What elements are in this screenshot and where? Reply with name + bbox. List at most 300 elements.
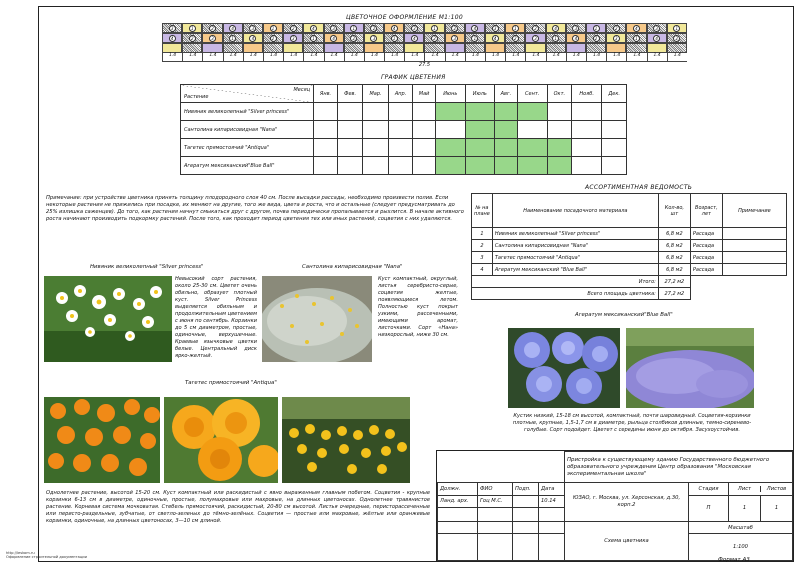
plant-number-marker: 2 [613, 25, 620, 32]
strip-cell [283, 23, 303, 33]
plant-number-marker: 3 [492, 25, 499, 32]
plant-number-marker: 3 [249, 25, 256, 32]
assortment-cell-age: Рассада [690, 252, 722, 264]
plant-number-marker: 2 [270, 35, 277, 42]
assortment-cell-qty: 6,8 м2 [658, 264, 690, 276]
plant-number-marker: 1 [310, 35, 317, 42]
strip-dimension: 1.4 [424, 53, 444, 61]
strip-cell [324, 33, 344, 43]
schedule-month-header: Сент. [517, 85, 547, 103]
strip-cell [586, 43, 606, 53]
strip-cell [667, 43, 687, 53]
bloom-cell [388, 121, 412, 139]
plant3-caption: Тагетес прямостоячий "Antiqua" [185, 380, 277, 386]
plant-number-marker: 3 [532, 35, 539, 42]
strip-cell [202, 23, 222, 33]
bloom-cell [337, 121, 362, 139]
plant-number-marker: 3 [169, 25, 176, 32]
assortment-cell-name: Сантолина кипарисовидная "Nana" [492, 240, 658, 252]
bloom-cell [388, 157, 412, 175]
strip-dimension: 1.4 [505, 53, 525, 61]
bloom-cell [602, 103, 627, 121]
strip-cell [485, 43, 505, 53]
assortment-total-value: 27,2 м2 [658, 276, 690, 288]
plant1-photo [44, 276, 172, 362]
strip-cell [364, 23, 384, 33]
strip-dimension: 1.4 [223, 53, 243, 61]
strip-dimension: 1.4 [324, 53, 344, 61]
bloom-cell [572, 103, 602, 121]
strip-dimension: 1.4 [404, 53, 424, 61]
bloom-cell [363, 121, 389, 139]
plant-number-marker: 1 [593, 25, 600, 32]
strip-cell [465, 43, 485, 53]
strip-cell [324, 43, 344, 53]
plant-number-marker: 2 [673, 35, 680, 42]
bloom-cell-active [465, 139, 494, 157]
bloom-cell-active [495, 121, 518, 139]
assortment-cell-age: Рассада [690, 228, 722, 240]
strip-cell [606, 43, 626, 53]
assortment-row [472, 228, 787, 240]
strip-dimension: 1.4 [182, 53, 202, 61]
assortment-cell-qty: 6,8 м2 [658, 252, 690, 264]
assortment-row [472, 252, 787, 264]
strip-cell [566, 43, 586, 53]
strip-cell [243, 23, 263, 33]
assortment-row [472, 264, 787, 276]
schedule-row [181, 121, 627, 139]
strip-cell [344, 43, 364, 53]
plant-number-marker: 1 [431, 25, 438, 32]
stamp-signature [513, 495, 539, 507]
plant-number-marker: 3 [209, 35, 216, 42]
bloom-cell [388, 103, 412, 121]
bloom-cell [314, 139, 338, 157]
strip-cell [566, 23, 586, 33]
strip-title: ЦВЕТОЧНОЕ ОФОРМЛЕНИЕ М1:100 [346, 14, 463, 21]
bloom-cell [517, 121, 547, 139]
strip-cell [586, 23, 606, 33]
schedule-plant-name: Тагетес прямостоячий "Antiqua" [181, 139, 314, 157]
bloom-cell [337, 103, 362, 121]
schedule-corner-month: Месяц [293, 87, 310, 93]
plant-number-marker: 3 [330, 25, 337, 32]
plant-number-marker: 2 [350, 35, 357, 42]
strip-dimension: 1.4 [626, 53, 646, 61]
strip-cell [223, 43, 243, 53]
strip-cell [485, 23, 505, 33]
strip-dimension: 1.4 [344, 53, 364, 61]
plant-number-marker: 1 [189, 25, 196, 32]
strip-cell [384, 23, 404, 33]
schedule-month-header: Дек. [602, 85, 627, 103]
plant3-photo-3 [282, 397, 410, 483]
strip-cell [566, 33, 586, 43]
plant-number-marker: 4 [249, 35, 256, 42]
strip-cell [505, 23, 525, 33]
plant-number-marker: 3 [370, 35, 377, 42]
strip-dimension: 1.4 [525, 53, 545, 61]
strip-dimension: 1.4 [283, 53, 303, 61]
bloom-cell-active [435, 103, 465, 121]
strip-cell [182, 43, 202, 53]
plant-number-marker: 4 [169, 35, 176, 42]
strip-cell [324, 23, 344, 33]
stamp-h-name: ФИО [478, 483, 513, 495]
schedule-row [181, 139, 627, 157]
strip-dimension: 1.4 [364, 53, 384, 61]
bloom-cell [363, 157, 389, 175]
assortment-total-value: 27,2 м2 [658, 288, 690, 300]
strip-cell [243, 43, 263, 53]
schedule-month-header: Окт. [547, 85, 571, 103]
schedule-month-header: Авг. [495, 85, 518, 103]
strip-cell [445, 23, 465, 33]
bloom-cell [314, 157, 338, 175]
strip-cell [182, 23, 202, 33]
assortment-cell-qty: 6,8 м2 [658, 240, 690, 252]
assortment-title: АССОРТИМЕНТНАЯ ВЕДОМОСТЬ [585, 184, 693, 191]
plant-number-marker: 2 [512, 35, 519, 42]
strip-cell [162, 33, 182, 43]
plant2-caption: Сантолина кипарисовидная "Nana" [302, 264, 403, 270]
bloom-cell [602, 121, 627, 139]
plant-number-marker: 4 [653, 35, 660, 42]
plant-number-marker: 3 [613, 35, 620, 42]
strip-cell [485, 33, 505, 43]
plant-number-marker: 4 [552, 25, 559, 32]
strip-cell [364, 43, 384, 53]
schedule-month-header: Июнь [435, 85, 465, 103]
strip-cell [384, 43, 404, 53]
plant-number-marker: 4 [572, 35, 579, 42]
strip-dimension: 1.4 [445, 53, 465, 61]
stamp-project: Пристройка к существующему зданию Государственного бюджетного образовательного учреждения Центр образования "Московская экспериментальная школа" [565, 452, 793, 483]
strip-cell [626, 33, 646, 43]
plant2-photo [262, 276, 372, 362]
schedule-month-header: Фев. [337, 85, 362, 103]
plant-number-marker: 1 [270, 25, 277, 32]
schedule-corner-plant: Растение [184, 94, 209, 100]
plant4-photo-2 [626, 328, 754, 408]
schedule-month-header: Июль [465, 85, 494, 103]
strip-cell [667, 23, 687, 33]
schedule-plant-name: Агератум мексиканский"Blue Ball" [181, 157, 314, 175]
plant-number-marker: 3 [653, 25, 660, 32]
bloom-cell [572, 139, 602, 157]
strip-dimension: 1.4 [586, 53, 606, 61]
bloom-cell-active [547, 139, 571, 157]
strip-dimension: 1.4 [667, 53, 687, 61]
plant-number-marker: 4 [330, 35, 337, 42]
stamp-role: Ланд. арх. [438, 495, 478, 507]
stamp-h-role: Должн. [438, 483, 478, 495]
strip-dimensions [162, 53, 687, 61]
strip-cell [162, 23, 182, 33]
flower-strip [162, 23, 687, 68]
bloom-cell-active [517, 157, 547, 175]
plant-number-marker: 3 [451, 35, 458, 42]
assortment-cell-n: 4 [472, 264, 493, 276]
stamp-h-scale: Масштаб [689, 522, 793, 534]
stamp-sheet: 1 [729, 496, 761, 522]
assortment-cell-name: Нивяник великолепный "Silver princess" [492, 228, 658, 240]
assortment-cell-name: Агератум мексиканский "Blue Ball" [492, 264, 658, 276]
plant3-photo-2 [164, 397, 278, 483]
stamp-h-sheets: Листов [766, 486, 787, 493]
strip-cell [424, 33, 444, 43]
strip-cell [263, 33, 283, 43]
bloom-cell-active [435, 157, 465, 175]
bloom-cell [413, 121, 436, 139]
strip-cell [525, 23, 545, 33]
strip-dimension: 1.4 [485, 53, 505, 61]
strip-cell [606, 23, 626, 33]
strip-cell [182, 33, 202, 43]
bloom-cell-active [495, 139, 518, 157]
bloom-cell [314, 121, 338, 139]
strip-cell [424, 23, 444, 33]
schedule-month-header: Мар. [363, 85, 389, 103]
plant-number-marker: 2 [593, 35, 600, 42]
strip-dimension: 1.4 [384, 53, 404, 61]
schedule-plant-name: Нивяник великолепный "Silver princess" [181, 103, 314, 121]
schedule-corner-cell [181, 85, 314, 103]
strip-cell [283, 43, 303, 53]
plant-number-marker: 1 [633, 35, 640, 42]
bloom-cell-active [495, 157, 518, 175]
strip-cell [525, 43, 545, 53]
strip-cell [505, 43, 525, 53]
sheet-format: Формат А3 [718, 557, 750, 563]
plant-number-marker: 4 [310, 25, 317, 32]
bloom-cell-active [465, 121, 494, 139]
strip-cell [647, 43, 667, 53]
asrt-h-qty: Кол-во, шт [658, 194, 690, 228]
bloom-cell [572, 157, 602, 175]
strip-dimension: 1.4 [566, 53, 586, 61]
strip-cell [546, 23, 566, 33]
strip-row-2 [162, 33, 687, 43]
strip-cell [404, 23, 424, 33]
plant-number-marker: 2 [431, 35, 438, 42]
strip-cell [303, 23, 323, 33]
stamp-h-sign: Подп. [513, 483, 539, 495]
assortment-cell-note [722, 240, 786, 252]
assortment-total-label: Итого: [472, 276, 659, 288]
asrt-h-note: Примечание [722, 194, 786, 228]
strip-cell [525, 33, 545, 43]
plant-number-marker: 2 [370, 25, 377, 32]
asrt-h-num: № на плане [472, 194, 493, 228]
strip-cell [424, 43, 444, 53]
strip-row-3 [162, 43, 687, 53]
schedule-row [181, 157, 627, 175]
assortment-cell-note [722, 228, 786, 240]
strip-cell [162, 43, 182, 53]
stamp-sheets: 1 [774, 505, 779, 512]
strip-dimension: 1.4 [303, 53, 323, 61]
bloom-cell [337, 157, 362, 175]
bloom-cell [602, 139, 627, 157]
bloom-cell [572, 121, 602, 139]
assortment-cell-n: 2 [472, 240, 493, 252]
plant3-photo-1 [44, 397, 160, 483]
strip-cell [344, 33, 364, 43]
assortment-cell-qty: 6,8 м2 [658, 228, 690, 240]
plant-number-marker: 1 [229, 35, 236, 42]
stamp-h-stage: Стадия [689, 483, 729, 495]
assortment-cell-age: Рассада [690, 240, 722, 252]
stamp-h-date: Дата [539, 483, 565, 495]
plant-number-marker: 2 [290, 25, 297, 32]
assortment-cell-n: 3 [472, 252, 493, 264]
plant1-description: Невысокий сорт растения, около 25-30 см. Цветет очень обильно, образует плотный куст. Silver Princess выделяется обильным и продолжительным цветением с июня по сентябрь. Корзинки до 5 см диаметром, простые, одиночные, верхушечные. Краевые язычковые цветки белые. Центральный диск ярко-желтый. [175, 276, 257, 359]
strip-cell [626, 43, 646, 53]
strip-cell [202, 33, 222, 43]
plant-number-marker: 1 [391, 35, 398, 42]
strip-cell [546, 33, 566, 43]
assortment-cell-note [722, 252, 786, 264]
strip-cell [626, 23, 646, 33]
bloom-cell-active [465, 157, 494, 175]
plant-number-marker: 4 [411, 35, 418, 42]
asrt-h-age: Возраст, лет [690, 194, 722, 228]
plant-number-marker: 1 [471, 35, 478, 42]
plant-number-marker: 4 [633, 25, 640, 32]
strip-cell [546, 43, 566, 53]
schedule-title: ГРАФИК ЦВЕТЕНИЯ [381, 74, 446, 81]
assortment-row [472, 240, 787, 252]
assortment-cell-name: Тагетес прямостоячий "Antiqua" [492, 252, 658, 264]
stamp-stage: П [689, 495, 729, 522]
strip-dimension: 1.4 [263, 53, 283, 61]
bloom-cell-active [435, 139, 465, 157]
strip-dimension: 1.4 [465, 53, 485, 61]
strip-cell [263, 43, 283, 53]
stamp-drawing-name: Схема цветника [565, 522, 689, 561]
strip-total-length: 27.5 [162, 61, 687, 68]
strip-dimension: 1.4 [202, 53, 222, 61]
plant-number-marker: 4 [391, 25, 398, 32]
assortment-cell-note [722, 264, 786, 276]
strip-cell [344, 23, 364, 33]
strip-cell [404, 33, 424, 43]
bloom-cell [413, 157, 436, 175]
bloom-cell [363, 103, 389, 121]
plant-number-marker: 3 [411, 25, 418, 32]
plant-number-marker: 4 [229, 25, 236, 32]
bloom-cell [435, 121, 465, 139]
bloom-schedule-table [180, 84, 627, 175]
strip-cell [465, 23, 485, 33]
strip-dimension: 1.4 [647, 53, 667, 61]
plant-number-marker: 4 [492, 35, 499, 42]
strip-cell [667, 33, 687, 43]
strip-cell [283, 33, 303, 43]
bloom-cell [547, 121, 571, 139]
schedule-plant-name: Сантолина кипарисовидная "Nana" [181, 121, 314, 139]
strip-cell [223, 23, 243, 33]
strip-cell [505, 33, 525, 43]
strip-dimension: 1.4 [606, 53, 626, 61]
plant-number-marker: 2 [189, 35, 196, 42]
plant-number-marker: 2 [209, 25, 216, 32]
strip-cell [445, 43, 465, 53]
plant-number-marker: 3 [572, 25, 579, 32]
schedule-month-header: Апр. [388, 85, 412, 103]
plant4-description: Кустик низкий, 15-18 см высотой, компактный, почти шаровидный. Соцветия-корзинки плотные, крупные, 1,5-1,7 см в диаметре, рыльца столбиков длинные, темно-сиренево-голубые. Сорт подойдет. Цветет с середины июня до октября. Засухоустойчив. [512, 413, 752, 433]
strip-dimension: 1.4 [162, 53, 182, 61]
stamp-date: 10.14 [539, 495, 565, 507]
source-watermark: http://leskom.ru Оформление строительной документации [6, 551, 87, 559]
plant3-description: Однолетнее растение, высотой 15-20 см. Куст компактный или раскидистый с явно выраженным главным побегом. Соцветия - крупные корзинки 6-13 см в диаметре, одиночные, простые, полумахровые или махровые, на длинных цветоносах. Однолетнее травянистое растение. Корневая система мочковатая. Стебель прямостоячий, раскидистый, 20-80 см высотой. Листья очередные, перистораcсеченные или перисто-раздельные, зубчатые, от светло-зеленых до тёмно-зелёных. Соцветия — простые или махровые, жёлтые или оранжевые корзинки, одиночные, на длинных цветоносах, 3—10 см длиной. [46, 490, 430, 524]
strip-cell [243, 33, 263, 43]
stamp-empty [438, 452, 565, 483]
strip-dimension: 1.4 [546, 53, 566, 61]
plant-number-marker: 2 [532, 25, 539, 32]
plant2-description: Куст компактный, округлый, листья серебристо-серые, соцветия желтые, появляющиеся летом. Полностью куст покрыт узкими, рассеченными, имеющими аромат, листочками. Сорт «Нана» низкорослый, ниже 30 см. [378, 276, 458, 338]
bloom-cell [337, 139, 362, 157]
strip-cell [586, 33, 606, 43]
strip-cell [384, 33, 404, 43]
plant4-photo-1 [508, 328, 620, 408]
plant4-caption: Агератум мексиканский"Blue Ball" [575, 312, 673, 318]
plant-number-marker: 1 [552, 35, 559, 42]
plant-number-marker: 1 [673, 25, 680, 32]
schedule-month-header: Янв. [314, 85, 338, 103]
strip-cell [445, 33, 465, 43]
bloom-cell-active [547, 157, 571, 175]
title-block [436, 450, 794, 562]
bloom-cell-active [517, 139, 547, 157]
bloom-cell [602, 157, 627, 175]
strip-cell [303, 33, 323, 43]
planting-note: Примечание: при устройстве цветника принять толщину плодородного слоя 40 см. После высадки рассады, необходимо произвести полив. Если некоторые растения не прижились при посадке, их меняют на другие, того же вида, цвета и роста, что и остальные (следует предусматривать до 25% излишка саженцев). До того, как растения начнут смыкаться друг с другом, почва периодически пропалывается и рыхлится. В начале активного роста начинают производить подкормку растений. После того, как проходит период цветения тех или иных растений, соцветия с них удаляются. [46, 195, 464, 222]
asrt-h-name: Наименование посадочного материала [492, 194, 658, 228]
bloom-cell [547, 103, 571, 121]
strip-cell [606, 33, 626, 43]
bloom-cell [388, 139, 412, 157]
bloom-cell-active [495, 103, 518, 121]
plant-number-marker: 1 [512, 25, 519, 32]
schedule-month-header: Нояб. [572, 85, 602, 103]
bloom-cell-active [465, 103, 494, 121]
strip-cell [223, 33, 243, 43]
bloom-cell [413, 103, 436, 121]
plant-number-marker: 1 [350, 25, 357, 32]
stamp-person: Гоц М.С. [478, 495, 513, 507]
bloom-cell-active [517, 103, 547, 121]
plant1-caption: Нивяник великолепный "Silver princess" [90, 264, 204, 270]
bloom-cell [314, 103, 338, 121]
assortment-cell-age: Рассада [690, 264, 722, 276]
plant-number-marker: 4 [471, 25, 478, 32]
strip-row-1 [162, 23, 687, 33]
assortment-table [471, 193, 787, 300]
assortment-cell-n: 1 [472, 228, 493, 240]
strip-cell [647, 23, 667, 33]
bloom-cell [413, 139, 436, 157]
bloom-cell [363, 139, 389, 157]
strip-cell [202, 43, 222, 53]
schedule-row [181, 103, 627, 121]
strip-cell [263, 23, 283, 33]
strip-cell [404, 43, 424, 53]
strip-cell [465, 33, 485, 43]
strip-cell [364, 33, 384, 43]
